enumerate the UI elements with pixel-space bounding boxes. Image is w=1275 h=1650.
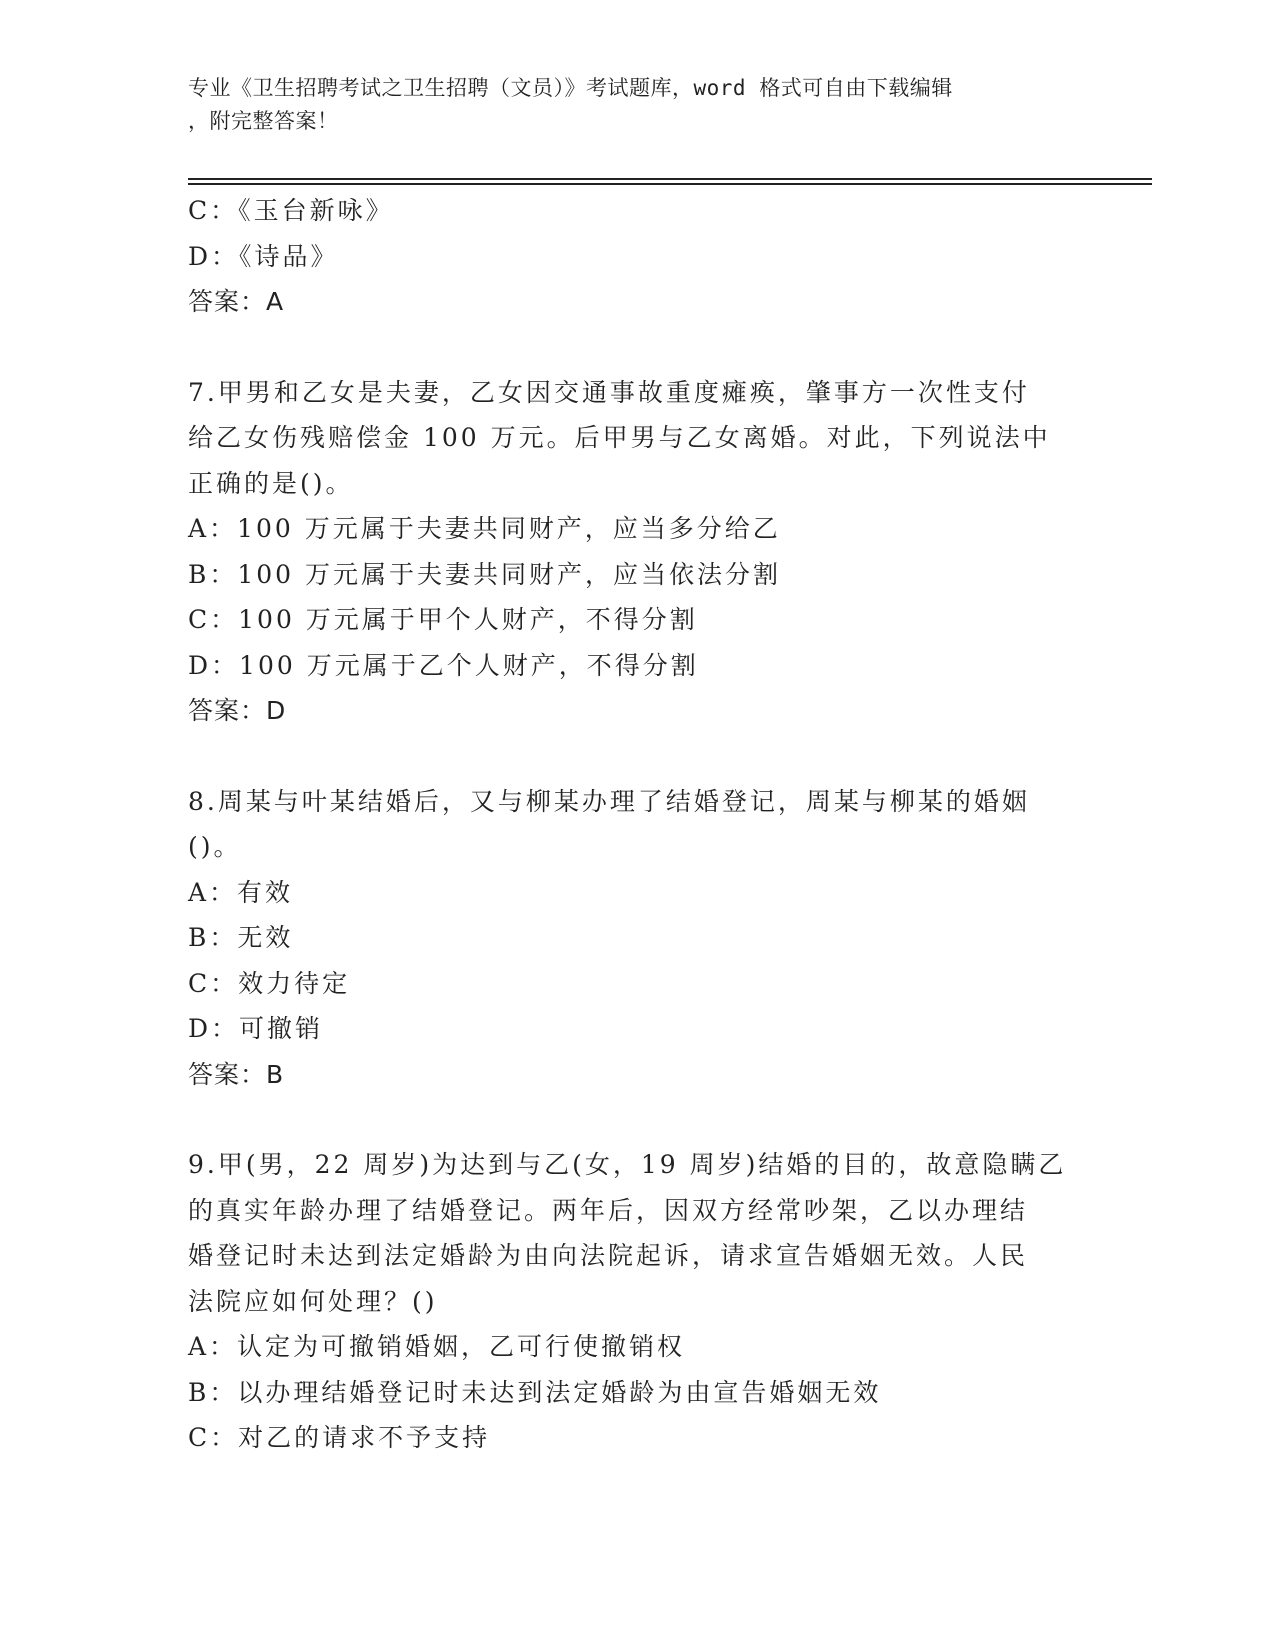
- question-line: C：对乙的请求不予支持: [188, 1423, 491, 1452]
- block-spacer: [188, 1097, 1088, 1142]
- question-line: 法院应如何处理？(): [188, 1286, 438, 1316]
- question-line: C：效力待定: [188, 968, 351, 998]
- answer-line: 答案：D: [188, 696, 287, 725]
- question-line: D：《诗品》: [188, 241, 339, 271]
- answer-line: 答案：A: [188, 287, 285, 316]
- question-line: 8.周某与叶某结婚后，又与柳某办理了结婚登记，周某与柳某的婚姻: [188, 786, 1030, 816]
- header-line-2: ，附完整答案！: [188, 109, 339, 133]
- question-line: 9.甲(男，22 周岁)为达到与乙(女，19 周岁)结婚的目的，故意隐瞒乙: [188, 1150, 1067, 1179]
- question-block: [188, 779, 1088, 1143]
- question-line: C：《玉台新咏》: [188, 196, 394, 225]
- question-line: B：100 万元属于夫妻共同财产，应当依法分割: [188, 559, 782, 589]
- question-line: D：可撤销: [188, 1014, 324, 1043]
- question-line: B：无效: [188, 923, 294, 952]
- question-line: 给乙女伤残赔偿金 100 万元。后甲男与乙女离婚。对此，下列说法中: [188, 423, 1051, 452]
- question-line: A：认定为可撤销婚姻，乙可行使撤销权: [188, 1332, 686, 1361]
- document-header: [188, 72, 1078, 138]
- question-block: [188, 1142, 1088, 1461]
- header-divider-top: [188, 178, 1152, 180]
- block-spacer: [188, 734, 1088, 779]
- question-block: [188, 188, 1088, 370]
- question-line: 正确的是()。: [188, 468, 354, 498]
- question-line: A：有效: [188, 877, 294, 907]
- question-content: [188, 188, 1088, 1461]
- header-divider-bottom: [188, 183, 1152, 185]
- question-line: D：100 万元属于乙个人财产，不得分割: [188, 650, 699, 680]
- question-line: 7.甲男和乙女是夫妻，乙女因交通事故重度瘫痪，肇事方一次性支付: [188, 377, 1030, 407]
- question-line: B：以办理结婚登记时未达到法定婚龄为由宣告婚姻无效: [188, 1377, 882, 1407]
- question-block: [188, 370, 1088, 779]
- question-line: C：100 万元属于甲个人财产，不得分割: [188, 605, 698, 634]
- question-line: ()。: [188, 832, 242, 861]
- question-line: 的真实年龄办理了结婚登记。两年后，因双方经常吵架，乙以办理结: [188, 1195, 1029, 1225]
- question-line: A：100 万元属于夫妻共同财产，应当多分给乙: [188, 514, 781, 543]
- header-line-1: 专业《卫生招聘考试之卫生招聘（文员）》考试题库，word 格式可自由下载编辑: [188, 76, 953, 100]
- block-spacer: [188, 325, 1088, 370]
- question-line: 婚登记时未达到法定婚龄为由向法院起诉，请求宣告婚姻无效。人民: [188, 1241, 1029, 1270]
- answer-line: 答案：B: [188, 1059, 285, 1089]
